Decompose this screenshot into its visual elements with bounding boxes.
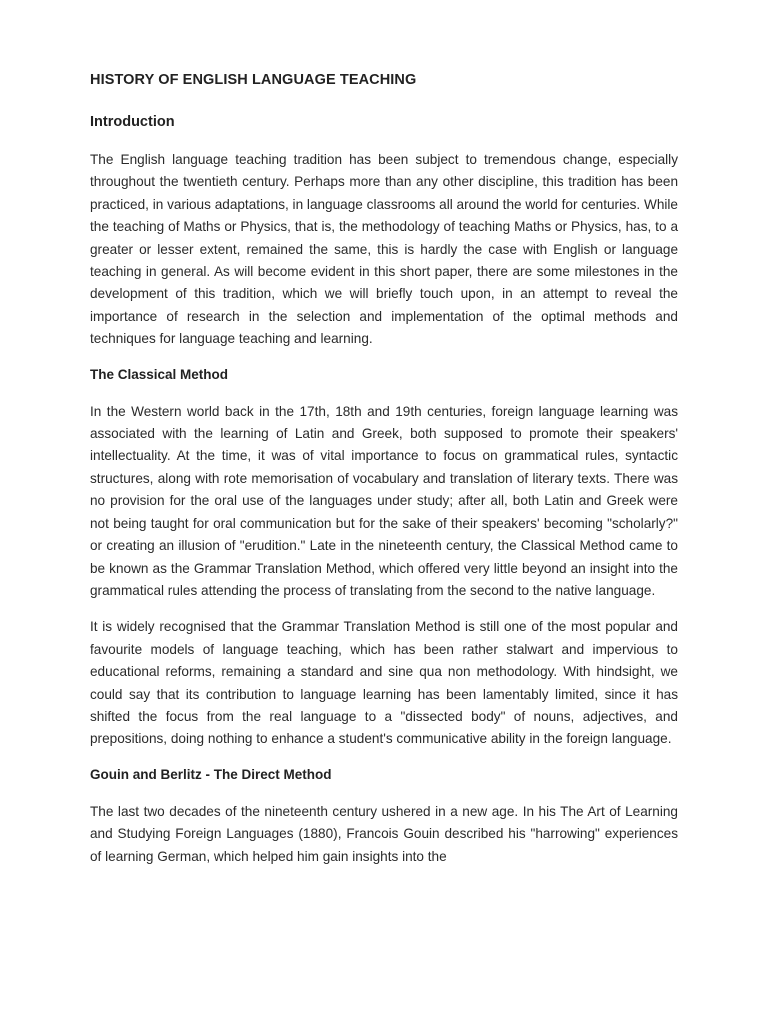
section-heading-introduction: Introduction xyxy=(90,114,175,130)
paragraph-introduction: The English language teaching tradition has been subject to tremendous change, especially throughout the twentieth century. Perhaps more than any other discipline, this tradition has been practiced, in various adaptations, in language classrooms all around the world for centuries. While the teaching of Maths or Physics, that is, the methodology of teaching Maths or Physics, has, to a greater or lesser extent, remained the same, this is hardly the case with English or language teaching in general. As will become evident in this short paper, there are some milestones in the development of this tradition, which we will briefly touch upon, in an attempt to reveal the importance of research in the selection and implementation of the optimal methods and techniques for language teaching and learning. xyxy=(90,152,678,347)
paragraph-classical-method-1: In the Western world back in the 17th, 18th and 19th centuries, foreign language learning was associated with the learning of Latin and Greek, both supposed to promote their speakers' intellectuality. At the time, it was of vital importance to focus on grammatical rules, syntactic structures, along with rote memorisation of vocabulary and translation of literary texts. There was no provision for the oral use of the languages under study; after all, both Latin and Greek were not being taught for oral communication but for the sake of their speakers' becoming "scholarly?" or creating an illusion of "erudition." Late in the nineteenth century, the Classical Method came to be known as the Grammar Translation Method, which offered very little beyond an insight into the grammatical rules attending the process of translating from the second to the native language. xyxy=(90,403,678,598)
section-heading-direct-method: Gouin and Berlitz - The Direct Method xyxy=(90,766,332,782)
section-heading-classical-method: The Classical Method xyxy=(90,366,229,382)
paragraph-classical-method-2: It is widely recognised that the Grammar Translation Method is still one of the most popular and favourite models of language teaching, which has been rather stalwart and impervious to educational reforms, remaining a standard and sine qua non methodology. With hindsight, we could say that its contribution to language learning has been lamentably limited, since it has shifted the focus from the real language to a "dissected body" of nouns, adjectives, and prepositions, doing nothing to enhance a student's communicative ability in the foreign language. xyxy=(90,619,678,747)
document-title: HISTORY OF ENGLISH LANGUAGE TEACHING xyxy=(90,72,417,88)
paragraph-direct-method: The last two decades of the nineteenth century ushered in a new age. In his The Art of Learning and Studying Foreign Languages (1880), Francois Gouin described his "harrowing" experiences of learning German, which helped him gain insights into the xyxy=(90,803,678,864)
